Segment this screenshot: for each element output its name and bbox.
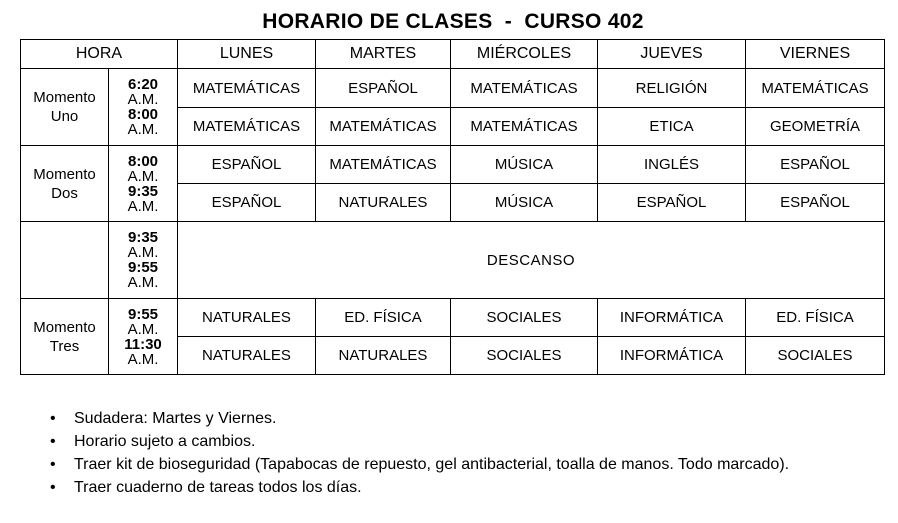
note-text: Horario sujeto a cambios. <box>74 433 256 450</box>
break-row <box>21 222 885 299</box>
page-title: HORARIO DE CLASES - CURSO 402 <box>262 10 644 33</box>
subject-cell: MATEMÁTICAS <box>316 146 451 184</box>
list-item <box>50 476 789 499</box>
subject-cell: SOCIALES <box>451 299 598 337</box>
table-row <box>21 69 885 108</box>
header-row <box>21 40 885 69</box>
time-ampm: A.M. <box>127 320 159 338</box>
subject-cell: INGLÉS <box>598 146 746 184</box>
time-cell <box>109 146 178 222</box>
subject-cell: SOCIALES <box>451 337 598 375</box>
subject-cell: NATURALES <box>178 299 316 337</box>
time-ampm: A.M. <box>127 197 159 215</box>
subject-cell: MATEMÁTICAS <box>451 108 598 146</box>
time-cell <box>109 69 178 146</box>
header-hora: HORA <box>21 40 178 69</box>
list-item <box>50 453 789 476</box>
subject-cell: SOCIALES <box>746 337 885 375</box>
subject-cell: GEOMETRÍA <box>746 108 885 146</box>
note-text: Traer cuaderno de tareas todos los días. <box>74 479 362 496</box>
subject-cell: ETICA <box>598 108 746 146</box>
notes-list <box>50 407 789 499</box>
time-start: 9:35 <box>127 229 159 246</box>
subject-cell: NATURALES <box>178 337 316 375</box>
subject-cell: MATEMÁTICAS <box>746 69 885 108</box>
subject-cell: NATURALES <box>316 337 451 375</box>
subject-cell: ESPAÑOL <box>316 69 451 108</box>
subject-cell: ESPAÑOL <box>746 184 885 222</box>
table-row <box>21 146 885 184</box>
list-item <box>50 407 789 430</box>
subject-cell: ESPAÑOL <box>178 184 316 222</box>
header-day: MARTES <box>316 40 451 69</box>
subject-cell: MÚSICA <box>451 146 598 184</box>
time-end: 11:30 <box>124 335 162 353</box>
header-day: LUNES <box>178 40 316 69</box>
header-day: VIERNES <box>746 40 885 69</box>
subject-cell: MÚSICA <box>451 184 598 222</box>
bullet-icon: • <box>50 410 56 427</box>
note-text: Sudadera: Martes y Viernes. <box>74 410 277 427</box>
time-ampm: A.M. <box>127 274 159 291</box>
bullet-icon: • <box>50 479 56 496</box>
subject-cell: MATEMÁTICAS <box>316 108 451 146</box>
subject-cell: MATEMÁTICAS <box>178 69 316 108</box>
subject-cell: ESPAÑOL <box>746 146 885 184</box>
time-ampm: A.M. <box>127 121 159 138</box>
list-item <box>50 430 789 453</box>
subject-cell: ED. FÍSICA <box>316 299 451 337</box>
bullet-icon: • <box>50 433 56 450</box>
subject-cell: INFORMÁTICA <box>598 337 746 375</box>
subject-cell: RELIGIÓN <box>598 69 746 108</box>
time-ampm: A.M. <box>127 91 159 108</box>
time-ampm: A.M. <box>127 244 159 261</box>
header-day: MIÉRCOLES <box>451 40 598 69</box>
time-cell <box>109 299 178 375</box>
moment-label <box>21 222 109 299</box>
bullet-icon: • <box>50 456 56 473</box>
moment-label: Momento Dos <box>21 146 109 222</box>
time-start: 6:20 <box>127 76 159 93</box>
subject-cell: INFORMÁTICA <box>598 299 746 337</box>
note-text: Traer kit de bioseguridad (Tapabocas de repuesto, gel antibacterial, toalla de manos. Todo marcado). <box>74 456 790 473</box>
subject-cell: MATEMÁTICAS <box>178 108 316 146</box>
table-row <box>21 299 885 337</box>
subject-cell: ESPAÑOL <box>598 184 746 222</box>
time-end: 8:00 <box>127 106 159 123</box>
schedule-table <box>20 39 885 375</box>
moment-label: Momento Uno <box>21 69 109 146</box>
subject-cell: NATURALES <box>316 184 451 222</box>
time-start: 9:55 <box>127 305 159 323</box>
header-day: JUEVES <box>598 40 746 69</box>
time-end: 9:55 <box>127 259 159 276</box>
time-cell <box>109 222 178 299</box>
subject-cell: MATEMÁTICAS <box>451 69 598 108</box>
moment-label: Momento Tres <box>21 299 109 375</box>
time-end: 9:35 <box>127 182 159 200</box>
subject-cell: ESPAÑOL <box>178 146 316 184</box>
subject-cell: ED. FÍSICA <box>746 299 885 337</box>
time-ampm: A.M. <box>127 350 159 368</box>
break-label: DESCANSO <box>178 222 885 299</box>
time-ampm: A.M. <box>127 167 159 185</box>
time-start: 8:00 <box>127 152 159 170</box>
